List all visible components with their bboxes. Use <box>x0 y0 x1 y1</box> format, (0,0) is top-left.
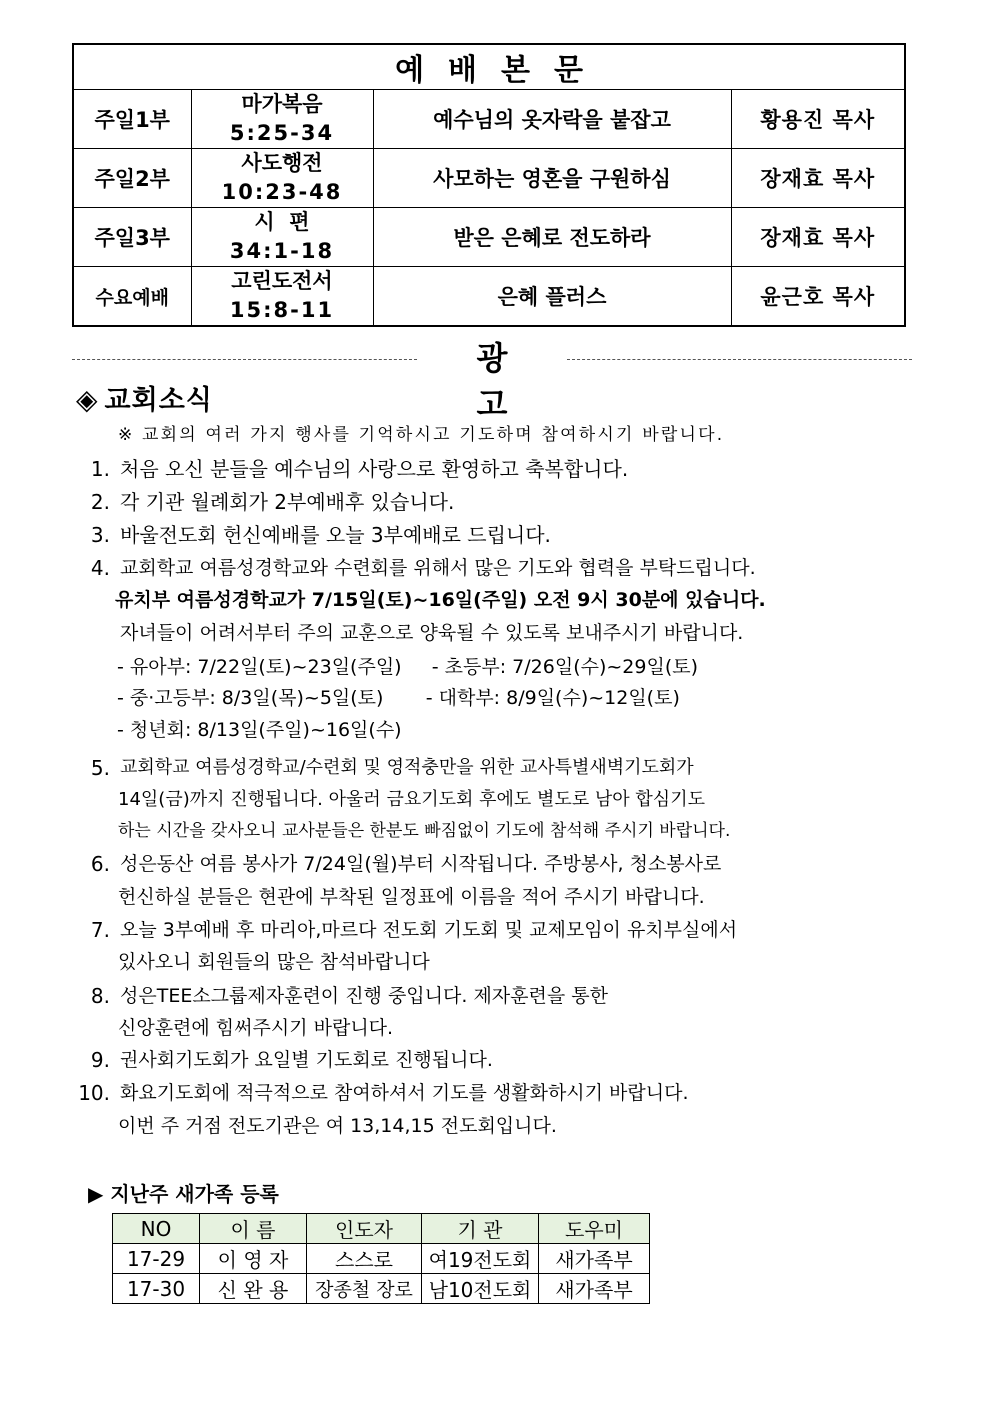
column-header: NO <box>113 1214 200 1244</box>
item-text: 권사회기도회가 요일별 기도회로 진행됩니다. <box>120 1049 493 1071</box>
item-text: 성은동산 여름 봉사가 7/24일(월)부터 시작됩니다. 주방봉사, 청소봉사로 <box>120 853 722 875</box>
table-header-row <box>113 1214 650 1244</box>
table-cell: 새가족부 <box>539 1274 650 1304</box>
table-cell: 이 영 자 <box>200 1244 307 1274</box>
item-text: 있사오니 회원들의 많은 참석바랍니다 <box>118 951 430 973</box>
announcement-label: 광고 <box>476 339 542 423</box>
scripture-book: 마가복음 <box>241 92 323 116</box>
new-family-title: ▶ 지난주 새가족 등록 <box>88 1182 279 1206</box>
preacher: 장재효 목사 <box>731 208 905 267</box>
scripture-ref <box>191 149 373 208</box>
service-name: 주일2부 <box>73 149 191 208</box>
item-text: 교회학교 여름성경학교와 수련회를 위해서 많은 기도와 협력을 부탁드립니다. <box>120 557 756 579</box>
scripture-ref <box>191 208 373 267</box>
item-number: 8. <box>90 984 110 1008</box>
item-text: 화요기도회에 적극적으로 참여하셔서 기도를 생활화하시기 바랍니다. <box>120 1082 689 1104</box>
service-name: 주일3부 <box>73 208 191 267</box>
column-header: 기 관 <box>422 1214 539 1244</box>
item-text: 14일(금)까지 진행됩니다. 아울러 금요기도회 후에도 별도로 남아 합심기도 <box>118 789 705 810</box>
sermon-title: 사모하는 영혼을 구원하심 <box>373 149 731 208</box>
item-text: 이번 주 거점 전도기관은 여 13,14,15 전도회입니다. <box>118 1115 557 1137</box>
item-number: 6. <box>90 852 110 876</box>
item-number: 9. <box>90 1048 110 1072</box>
dashed-divider <box>72 359 417 360</box>
column-header: 도우미 <box>539 1214 650 1244</box>
worship-row <box>73 90 905 149</box>
item-text: 헌신하실 분들은 현관에 부착된 일정표에 이름을 적어 주시기 바랍니다. <box>118 886 705 908</box>
item-text: 각 기관 월례회가 2부예배후 있습니다. <box>120 490 455 514</box>
table-row <box>113 1274 650 1304</box>
item-number: 2. <box>90 490 110 514</box>
new-family-table <box>112 1213 650 1304</box>
table-row <box>113 1244 650 1274</box>
item-number: 4. <box>90 556 110 580</box>
scripture-ref <box>191 267 373 327</box>
service-name: 주일1부 <box>73 90 191 149</box>
worship-row <box>73 149 905 208</box>
sermon-title: 받은 은혜로 전도하라 <box>373 208 731 267</box>
column-header: 인도자 <box>307 1214 422 1244</box>
table-cell: 장종철 장로 <box>307 1274 422 1304</box>
item-text: 자녀들이 어려서부터 주의 교훈으로 양육될 수 있도록 보내주시기 바랍니다. <box>120 622 744 644</box>
dashed-divider <box>567 359 912 360</box>
scripture-book: 사도행전 <box>241 151 323 175</box>
item-text: - 중·고등부: 8/3일(목)~5일(토) - 대학부: 8/9일(수)~12일(토) <box>117 687 680 709</box>
section-title-text: 교회소식 <box>104 385 213 416</box>
preacher: 윤근호 목사 <box>731 267 905 327</box>
scripture-verse: 15:8-11 <box>229 298 335 322</box>
table-cell: 여19전도회 <box>422 1244 539 1274</box>
item-text: 바울전도회 헌신예배를 오늘 3부예배로 드립니다. <box>120 523 551 547</box>
scripture-book: 시 편 <box>254 210 310 234</box>
table-cell: 스스로 <box>307 1244 422 1274</box>
preacher: 황용진 목사 <box>731 90 905 149</box>
scripture-verse: 34:1-18 <box>229 239 335 263</box>
diamond-icon: ◈ <box>76 383 99 416</box>
item-number: 1. <box>90 457 110 481</box>
section-note: ※ 교회의 여러 가지 행사를 기억하시고 기도하며 참여하시기 바랍니다. <box>118 425 725 445</box>
item-text: 하는 시간을 갖사오니 교사분들은 한분도 빠짐없이 기도에 참석해 주시기 바랍니다. <box>118 821 731 841</box>
worship-row <box>73 267 905 327</box>
item-text: 성은TEE소그룹제자훈련이 진행 중입니다. 제자훈련을 통한 <box>120 985 608 1007</box>
item-text: 오늘 3부예배 후 마리아,마르다 전도회 기도회 및 교제모임이 유치부실에서 <box>120 919 738 941</box>
item-text: - 청년회: 8/13일(주일)~16일(수) <box>117 719 402 741</box>
item-text: 처음 오신 분들을 예수님의 사랑으로 환영하고 축복합니다. <box>120 457 629 481</box>
preacher: 장재효 목사 <box>731 149 905 208</box>
section-title <box>76 378 213 417</box>
table-cell: 새가족부 <box>539 1244 650 1274</box>
item-number: 3. <box>90 523 110 547</box>
scripture-book: 고린도전서 <box>231 269 333 293</box>
table-cell: 남10전도회 <box>422 1274 539 1304</box>
worship-table <box>72 43 906 327</box>
scripture-verse: 10:23-48 <box>221 180 343 204</box>
worship-title: 예배본문 <box>73 44 905 90</box>
table-cell: 신 완 용 <box>200 1274 307 1304</box>
table-cell: 17-30 <box>113 1274 200 1304</box>
sermon-title: 예수님의 옷자락을 붙잡고 <box>373 90 731 149</box>
scripture-verse: 5:25-34 <box>229 121 335 145</box>
item-text: 신앙훈련에 힘써주시기 바랍니다. <box>118 1017 394 1039</box>
item-text: - 유아부: 7/22일(토)~23일(주일) - 초등부: 7/26일(수)~29일(토) <box>117 656 699 678</box>
item-number: 10. <box>78 1081 110 1105</box>
item-number: 7. <box>90 918 110 942</box>
scripture-ref <box>191 90 373 149</box>
column-header: 이 름 <box>200 1214 307 1244</box>
worship-row <box>73 208 905 267</box>
item-number: 5. <box>90 756 110 780</box>
sermon-title: 은혜 플러스 <box>373 267 731 327</box>
item-text: 유치부 여름성경학교가 7/15일(토)~16일(주일) 오전 9시 30분에 있습니다. <box>115 589 766 611</box>
table-cell: 17-29 <box>113 1244 200 1274</box>
item-text: 교회학교 여름성경학교/수련회 및 영적충만을 위한 교사특별새벽기도회가 <box>120 757 694 778</box>
service-name: 수요예배 <box>73 267 191 327</box>
